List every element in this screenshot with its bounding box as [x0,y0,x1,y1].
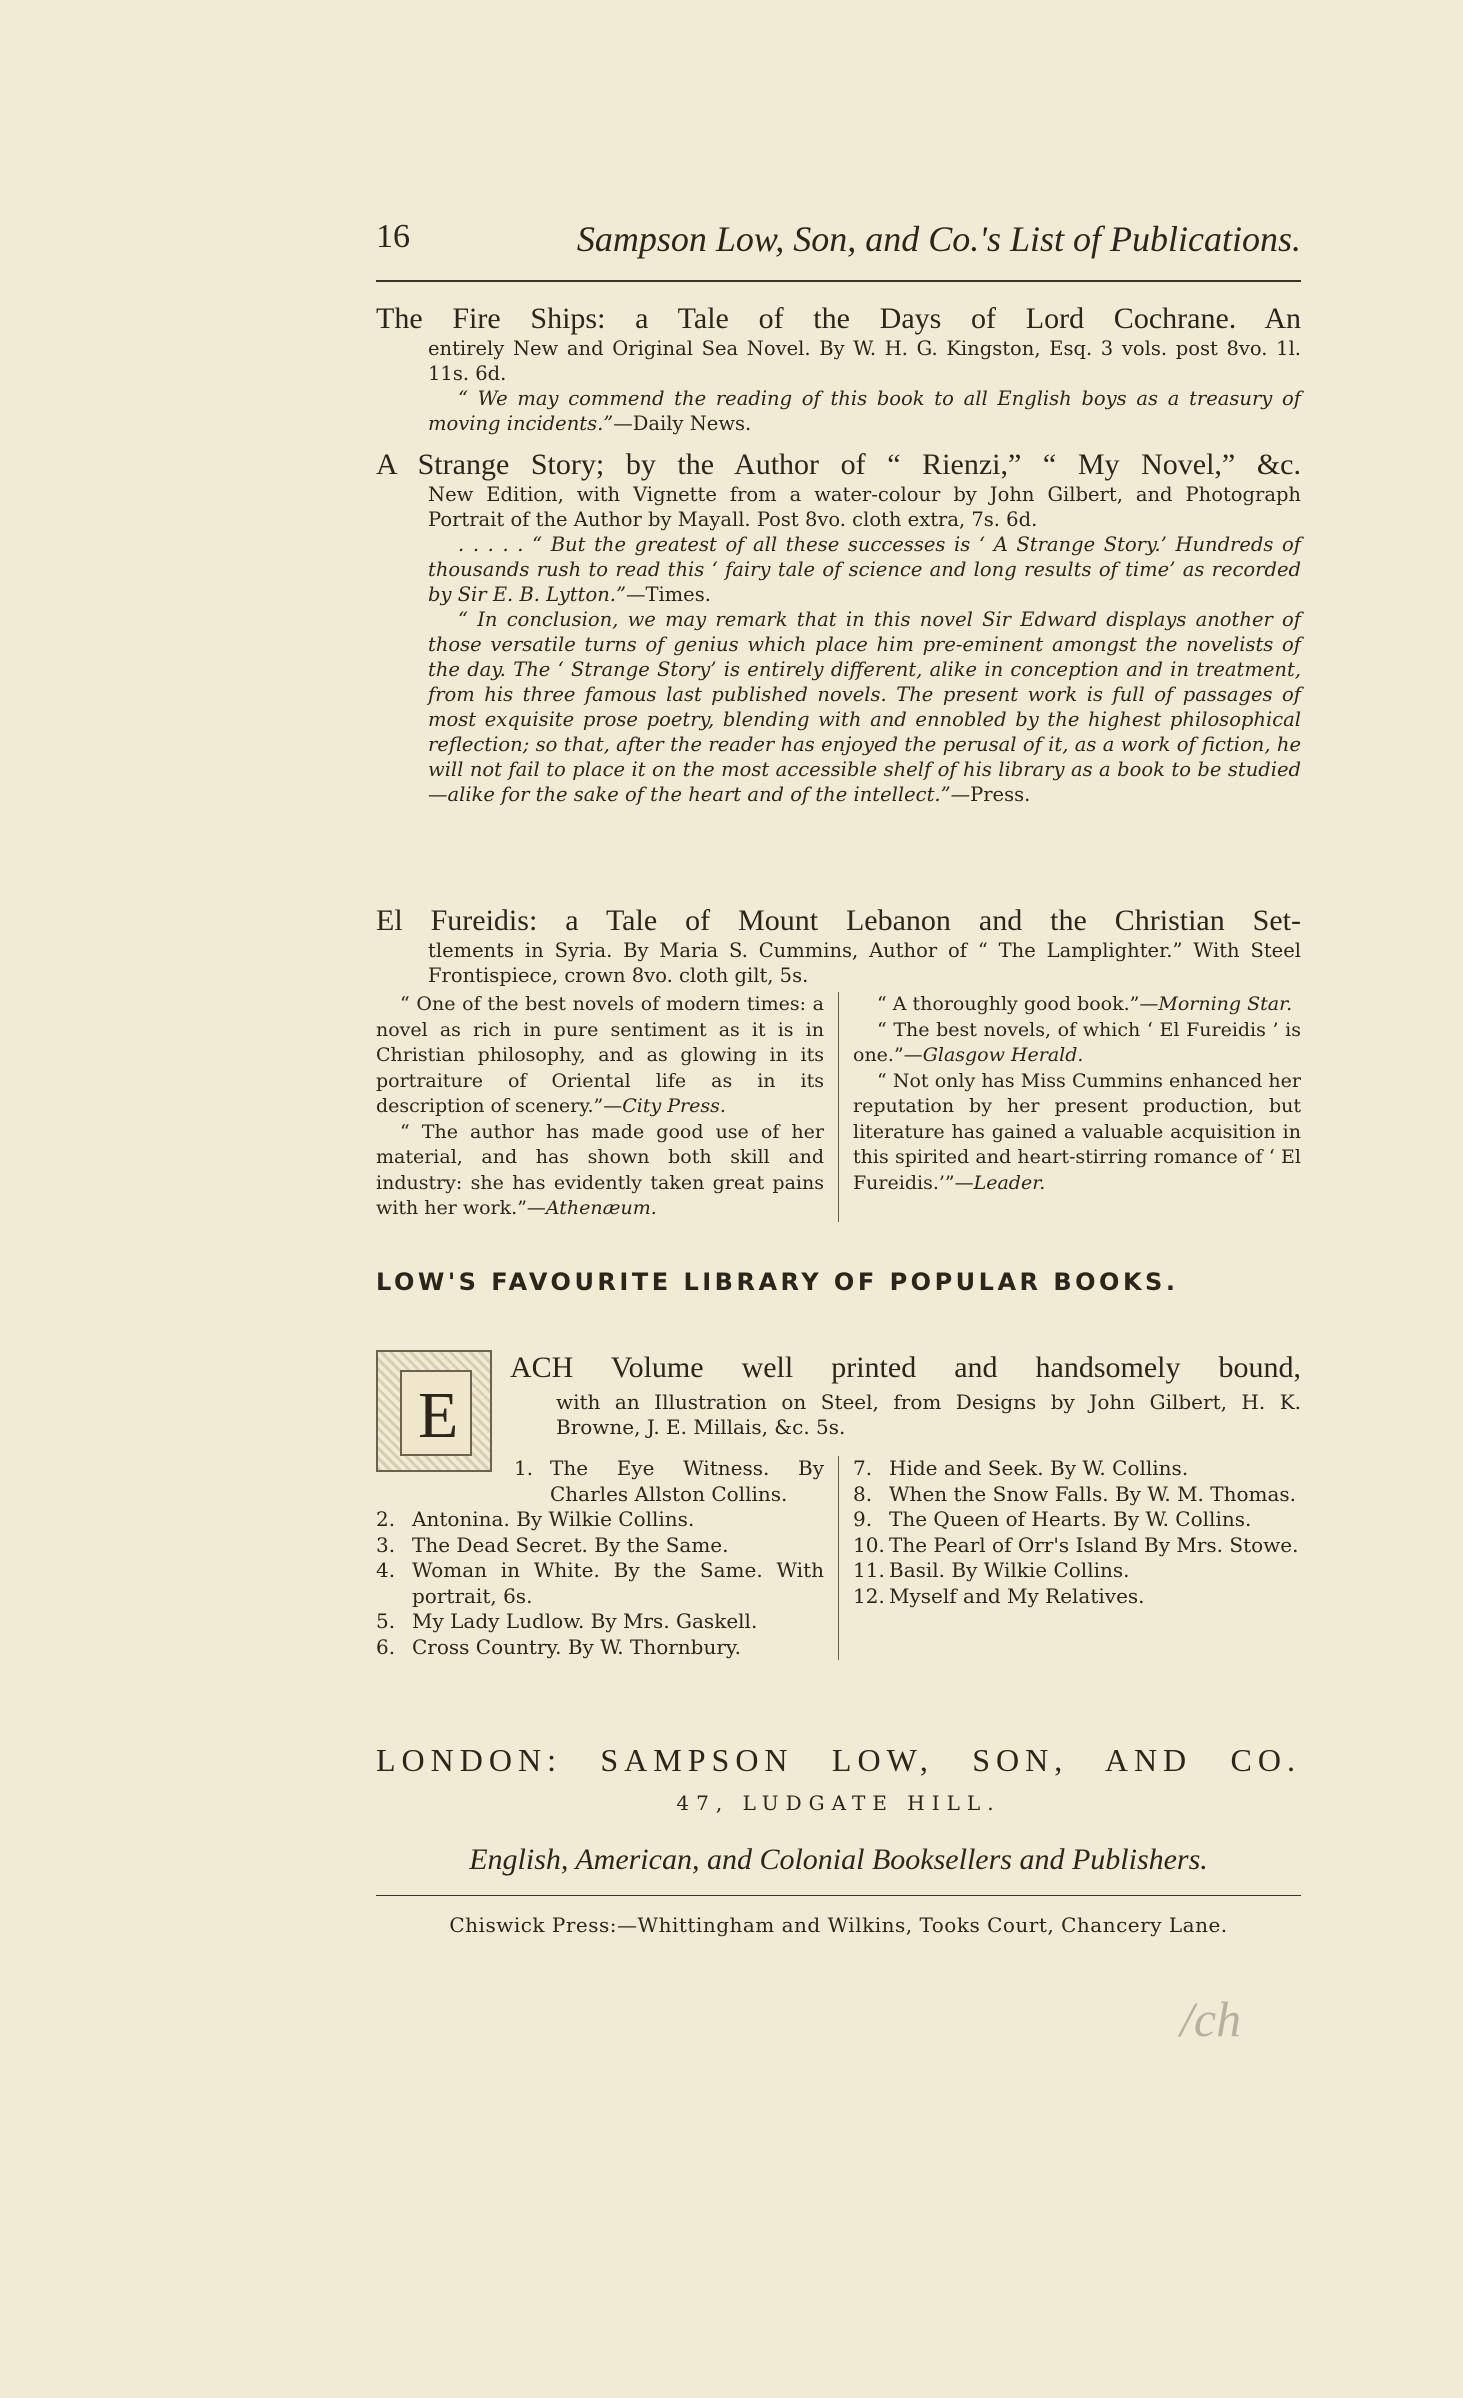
quote-source: Leader. [973,1171,1046,1194]
entry-quote [376,532,1301,607]
book-title: My Lady Ludlow. By Mrs. Gaskell. [412,1609,758,1633]
book-number: 12. [853,1583,885,1608]
book-title: Cross Country. By W. Thornbury. [412,1634,741,1659]
footer-rule [376,1895,1301,1896]
intro-text: with an Illustration on Steel, from Designs by John Gilbert, H. K. Browne, J. E. Millais, &c. 5s. [556,1390,1301,1439]
entry-el-fureidis [376,904,1301,1222]
header-rule [376,280,1301,282]
book-number: 4. [376,1558,396,1582]
book-list-item [853,1558,1301,1584]
publisher-trade: English, American, and Colonial Booksellers and Publishers. [469,1843,1208,1876]
book-title: Hide and Seek. By W. Collins. [889,1456,1189,1480]
running-header [376,218,1301,268]
quote-text: “ Not only has Miss Cummins enhanced her reputation by her present production, but literature has gained a valuable acquisition in this spirited and heart-stirring romance of ‘ El Fureidis.’”— [853,1069,1301,1194]
book-list-item [853,1533,1301,1559]
book-list-item [853,1456,1301,1482]
publisher-address: 47, LUDGATE HILL. [676,1791,1001,1815]
entry-description: tlements in Syria. By Maria S. Cummins, Author of “ The Lamplighter.” With Steel Frontispiece, crown 8vo. cloth gilt, 5s. [428,939,1301,987]
review-quote [376,1120,824,1222]
review-quote [853,992,1301,1018]
book-number: 7. [853,1456,873,1480]
entry-title: A Strange Story; by the Author of “ Rienzi,” “ My Novel,” &c. [376,448,1301,481]
review-column-left [376,992,838,1222]
book-list-item [376,1507,824,1533]
printer-line: Chiswick Press:—Whittingham and Wilkins, Tooks Court, Chancery Lane. [449,1913,1228,1937]
quote-text: . . . . . “ But the greatest of all these successes is ‘ A Strange Story.’ Hundreds of thousands rush to read this ‘ fairy tale of science and long results of time’ as recorded by Sir E. B. Lytton.” [428,533,1301,606]
entry-strange-story [376,448,1301,807]
book-title: When the Snow Falls. By W. M. Thomas. [889,1481,1297,1506]
book-list-left [376,1456,838,1660]
book-number: 2. [376,1507,396,1531]
intro-first-line: ACH Volume well printed and handsomely bound, [510,1351,1301,1384]
quote-text: “ The author has made good use of her material, and has shown both skill and industry: she has evidently taken great pains with her work.”— [376,1120,824,1219]
entry-title: El Fureidis: a Tale of Mount Lebanon and the Christian Set- [376,904,1301,937]
book-list-item [376,1635,824,1661]
book-list-item [376,1533,824,1559]
pencil-annotation: /ch [1180,1991,1242,2047]
quote-source: —Press. [950,783,1031,806]
book-title: Antonina. By Wilkie Collins. [412,1507,695,1531]
book-number: 8. [853,1481,873,1506]
entry-title: The Fire Ships: a Tale of the Days of Lord Cochrane. An [376,302,1301,335]
quote-text: “ We may commend the reading of this book to all English boys as a treasury of moving incidents.” [428,387,1301,435]
quote-text: “ One of the best novels of modern times: a novel as rich in pure sentiment as it is in Christian philosophy, and as glowing in its portraiture of Oriental life as in its description of scenery.”— [376,993,824,1117]
entry-fire-ships [376,302,1301,436]
publisher-imprint [376,1742,1301,1877]
entry-quote [376,607,1301,807]
quote-text: “ In conclusion, we may remark that in this novel Sir Edward displays another of those versatile turns of genius which place him pre-eminent amongst the novelists of the day. The ‘ Strange Story’ is entirely different, alike in conception and in treatment, from his three famous last published novels. The present work is full of passages of most exquisite prose poetry, blending with and ennobled by the highest philosophical reflection; so that, after the reader has enjoyed the perusal of it, as a work of fiction, he will not fail to place it on the most accessible shelf of his library as a book to be studied—alike for the sake of the heart and of the intellect.” [428,608,1301,806]
review-quote [853,1069,1301,1197]
book-title: Woman in White. By the Same. With portrait, 6s. [412,1558,824,1608]
book-number: 9. [853,1507,873,1531]
book-list-item [376,1558,824,1609]
book-number: 10. [853,1532,885,1557]
book-list-item [853,1507,1301,1533]
quote-source: City Press. [622,1095,726,1117]
book-number: 11. [853,1558,885,1582]
review-quote [853,1018,1301,1069]
book-list-item [853,1482,1301,1508]
book-number: 3. [376,1532,396,1557]
entry-quote [376,386,1301,436]
quote-source: Glasgow Herald. [922,1044,1084,1066]
dropcap-letter: E [418,1379,459,1452]
entry-description: entirely New and Original Sea Novel. By W. H. G. Kingston, Esq. 3 vols. post 8vo. 1l. 11s. 6d. [428,337,1301,385]
book-title: The Eye Witness. By Charles Allston Collins. [550,1456,824,1506]
book-list-item [376,1609,824,1635]
quote-text: “ The best novels, of which ‘ El Fureidis ’ is one.”— [853,1018,1301,1066]
entry-description: New Edition, with Vignette from a water-colour by John Gilbert, and Photograph Portrait of the Author by Mayall. Post 8vo. cloth extra, 7s. 6d. [428,483,1301,531]
book-title: The Dead Secret. By the Same. [412,1532,729,1557]
book-number: 6. [376,1634,396,1659]
quote-source: Morning Star. [1158,993,1293,1015]
book-list-item [376,1456,824,1507]
quote-source: —Daily News. [613,412,752,435]
running-title: Sampson Low, Son, and Co.'s List of Publications. [576,219,1301,259]
publisher-name: LONDON: SAMPSON LOW, SON, AND CO. [376,1742,1301,1778]
library-heading: LOW'S FAVOURITE LIBRARY OF POPULAR BOOKS. [376,1268,1179,1296]
book-number: 5. [376,1609,396,1633]
review-column-right [838,992,1301,1222]
book-title: Myself and My Relatives. [889,1583,1145,1608]
book-list [376,1456,1301,1660]
review-quote [376,992,824,1120]
quote-source: Athenæum. [545,1197,657,1219]
quote-text: “ A thoroughly good book.”— [877,993,1159,1015]
book-title: Basil. By Wilkie Collins. [889,1558,1130,1582]
book-title: The Pearl of Orr's Island By Mrs. Stowe. [889,1532,1299,1557]
dropcap-frame [400,1370,472,1456]
book-list-item [853,1584,1301,1610]
quote-source: —Times. [625,583,711,606]
ornamental-dropcap [376,1350,492,1472]
review-columns [376,992,1301,1222]
book-title: The Queen of Hearts. By W. Collins. [889,1507,1252,1531]
book-list-right [838,1456,1301,1660]
book-number: 1. [514,1456,534,1480]
page-number: 16 [376,218,410,255]
